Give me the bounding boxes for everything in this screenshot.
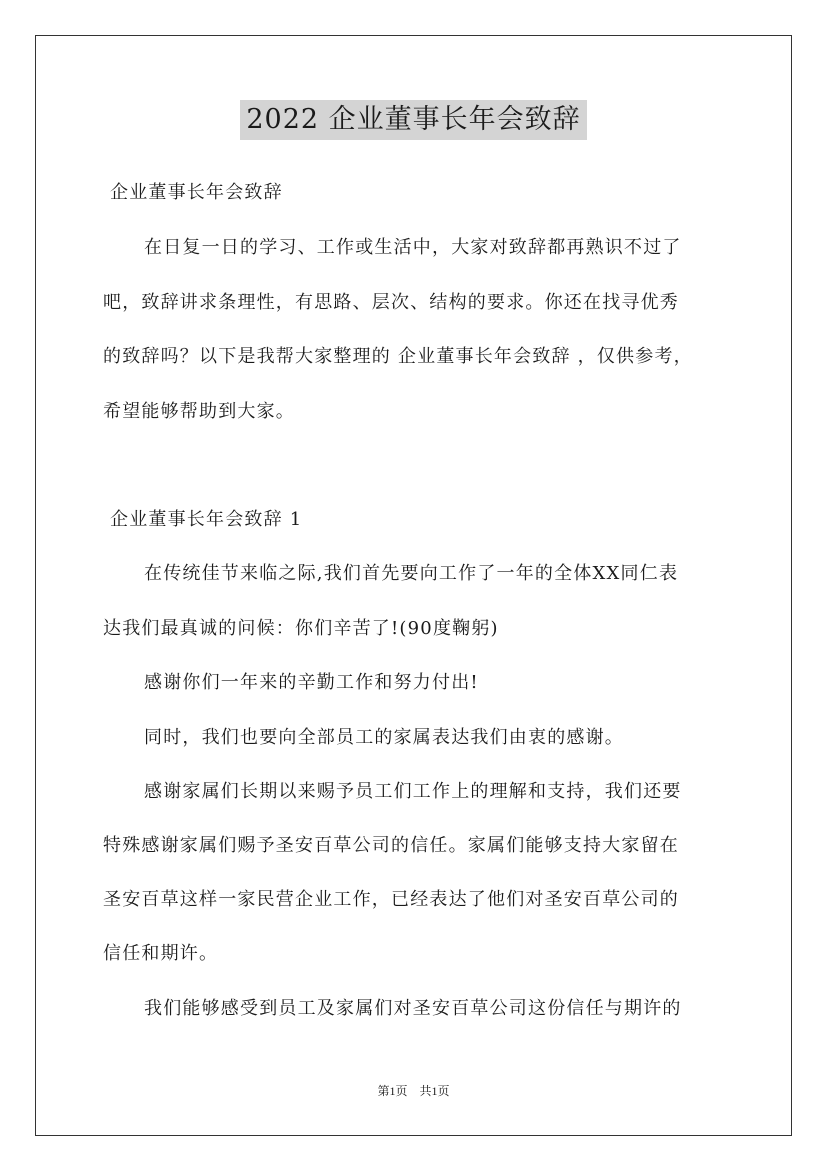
- body-line-9: 我们能够感受到员工及家属们对圣安百草公司这份信任与期许的: [144, 998, 682, 1019]
- title-container: [0, 100, 827, 140]
- section-heading: 企业董事长年会致辞: [110, 182, 283, 203]
- body-line-3: 感谢你们一年来的辛勤工作和努力付出!: [144, 672, 479, 693]
- body-line-5: 感谢家属们长期以来赐予员工们工作上的理解和支持，我们还要: [144, 781, 682, 802]
- section-heading-1: 企业董事长年会致辞 1: [110, 509, 303, 530]
- intro-line-2: 吧，致辞讲求条理性，有思路、层次、结构的要求。你还在找寻优秀: [103, 292, 679, 313]
- body-line-2: 达我们最真诚的问候：你们辛苦了!(90度鞠躬): [103, 618, 499, 639]
- intro-line-4: 希望能够帮助到大家。: [103, 401, 295, 422]
- body-line-7: 圣安百草这样一家民营企业工作，已经表达了他们对圣安百草公司的: [103, 889, 679, 910]
- body-line-1: 在传统佳节来临之际,我们首先要向工作了一年的全体XX同仁表: [144, 563, 679, 584]
- body-line-6: 特殊感谢家属们赐予圣安百草公司的信任。家属们能够支持大家留在: [103, 835, 679, 856]
- document-title: 2022 企业董事长年会致辞: [240, 100, 586, 140]
- intro-line-3: 的致辞吗？以下是我帮大家整理的 企业董事长年会致辞 ，仅供参考，: [103, 346, 693, 367]
- intro-line-1: 在日复一日的学习、工作或生活中，大家对致辞都再熟识不过了: [144, 237, 682, 258]
- page-number-footer: 第1页 共1页: [377, 1084, 450, 1098]
- body-line-4: 同时，我们也要向全部员工的家属表达我们由衷的感谢。: [144, 727, 624, 748]
- body-line-8: 信任和期许。: [103, 943, 219, 964]
